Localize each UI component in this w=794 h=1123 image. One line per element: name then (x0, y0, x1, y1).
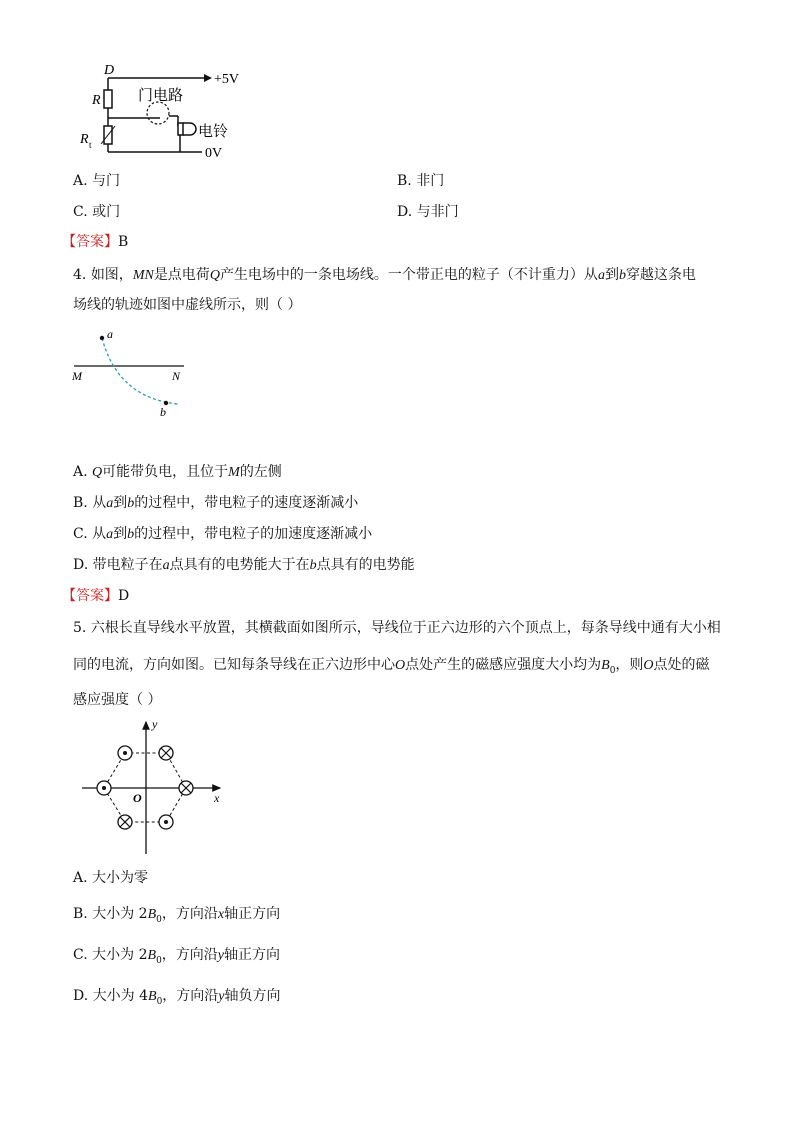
q3-answer (62, 232, 128, 252)
q3-option-d: D. 与非门 (397, 204, 459, 220)
answer-value: B (118, 234, 129, 250)
q5-stem-line2: 同的电流，方向如图。已知每条导线在正六边形中心O点处产生的磁感应强度大小均为$B_0$，则O点处的磁 (73, 657, 710, 676)
wire-cross-top-right (159, 746, 173, 760)
q5-option-a: A. 大小为零 (73, 870, 149, 886)
wire-cross-bottom-left (118, 815, 132, 829)
gate-circle (147, 102, 169, 124)
label-gate: 门电路 (138, 88, 184, 104)
axis-label-x: x (214, 791, 220, 805)
q4-stem-line2: 场线的轨迹如图中虚线所示，则（ ） (73, 297, 302, 313)
answer-label: 【答案】 (62, 234, 118, 250)
q3-option-b: B. 非门 (397, 173, 445, 189)
q3-option-a: A. 与门 (73, 173, 121, 189)
label-bell: 电铃 (198, 124, 229, 140)
axis-label-y: y (152, 717, 158, 731)
q5-option-d: D. 大小为 $4B_0$，方向沿y轴负方向 (73, 988, 281, 1007)
q4-option-b: B. 从a到b的过程中，带电粒子的速度逐渐减小 (73, 495, 359, 511)
q4-option-d: D. 带电粒子在a点具有的电势能大于在b点具有的电势能 (73, 557, 415, 573)
wire-cross-right (179, 781, 193, 795)
wire-dot-left (97, 781, 111, 795)
q3-option-c: C. 或门 (73, 204, 121, 220)
answer-label: 【答案】 (62, 588, 118, 604)
label-M: M (72, 369, 82, 383)
field-line-trajectory-diagram (66, 326, 196, 418)
label-0v: 0V (205, 146, 223, 161)
q5-stem-line1: 5. 六根长直导线水平放置，其横截面如图所示，导线位于正六边形的六个顶点上，每条导线中通有大小相 (73, 620, 721, 636)
label-a: a (107, 327, 113, 341)
label-plus5v: +5V (214, 72, 240, 87)
question-number: 5. (73, 620, 87, 636)
label-R: R (92, 93, 101, 108)
q4-answer (62, 586, 129, 606)
q4-option-c: C. 从a到b的过程中，带电粒子的加速度逐渐减小 (73, 526, 373, 542)
point-a (100, 336, 104, 340)
q5-option-c: C. 大小为 $2B_0$，方向沿y轴正方向 (73, 947, 281, 966)
question-number: 4. (73, 267, 87, 283)
label-b: b (160, 405, 166, 418)
label-D: D (104, 63, 115, 78)
q4-stem-line1: 4. 如图，MN是点电荷Q产生电场中的一条电场线。一个带正电的粒子（不计重力）从a到b穿越这条电 (73, 267, 696, 283)
q5-stem-line3: 感应强度（ ） (73, 692, 162, 708)
label-Rt: R (80, 132, 89, 147)
wire-dot-bottom-right (159, 815, 173, 829)
logic-gate-circuit-diagram (74, 60, 244, 170)
label-N: N (172, 369, 181, 383)
answer-value: D (118, 588, 130, 604)
wire-dot-top-left (118, 746, 132, 760)
origin-label: O (133, 791, 142, 805)
hexagon-wires-diagram (78, 716, 228, 858)
q5-option-b: B. 大小为 $2B_0$，方向沿x轴正方向 (73, 906, 281, 925)
q4-option-a: A. Q可能带负电，且位于M的左侧 (73, 464, 282, 480)
label-Rt-sub: t (89, 140, 92, 150)
resistor-R (104, 90, 112, 108)
bell-icon (178, 123, 183, 135)
